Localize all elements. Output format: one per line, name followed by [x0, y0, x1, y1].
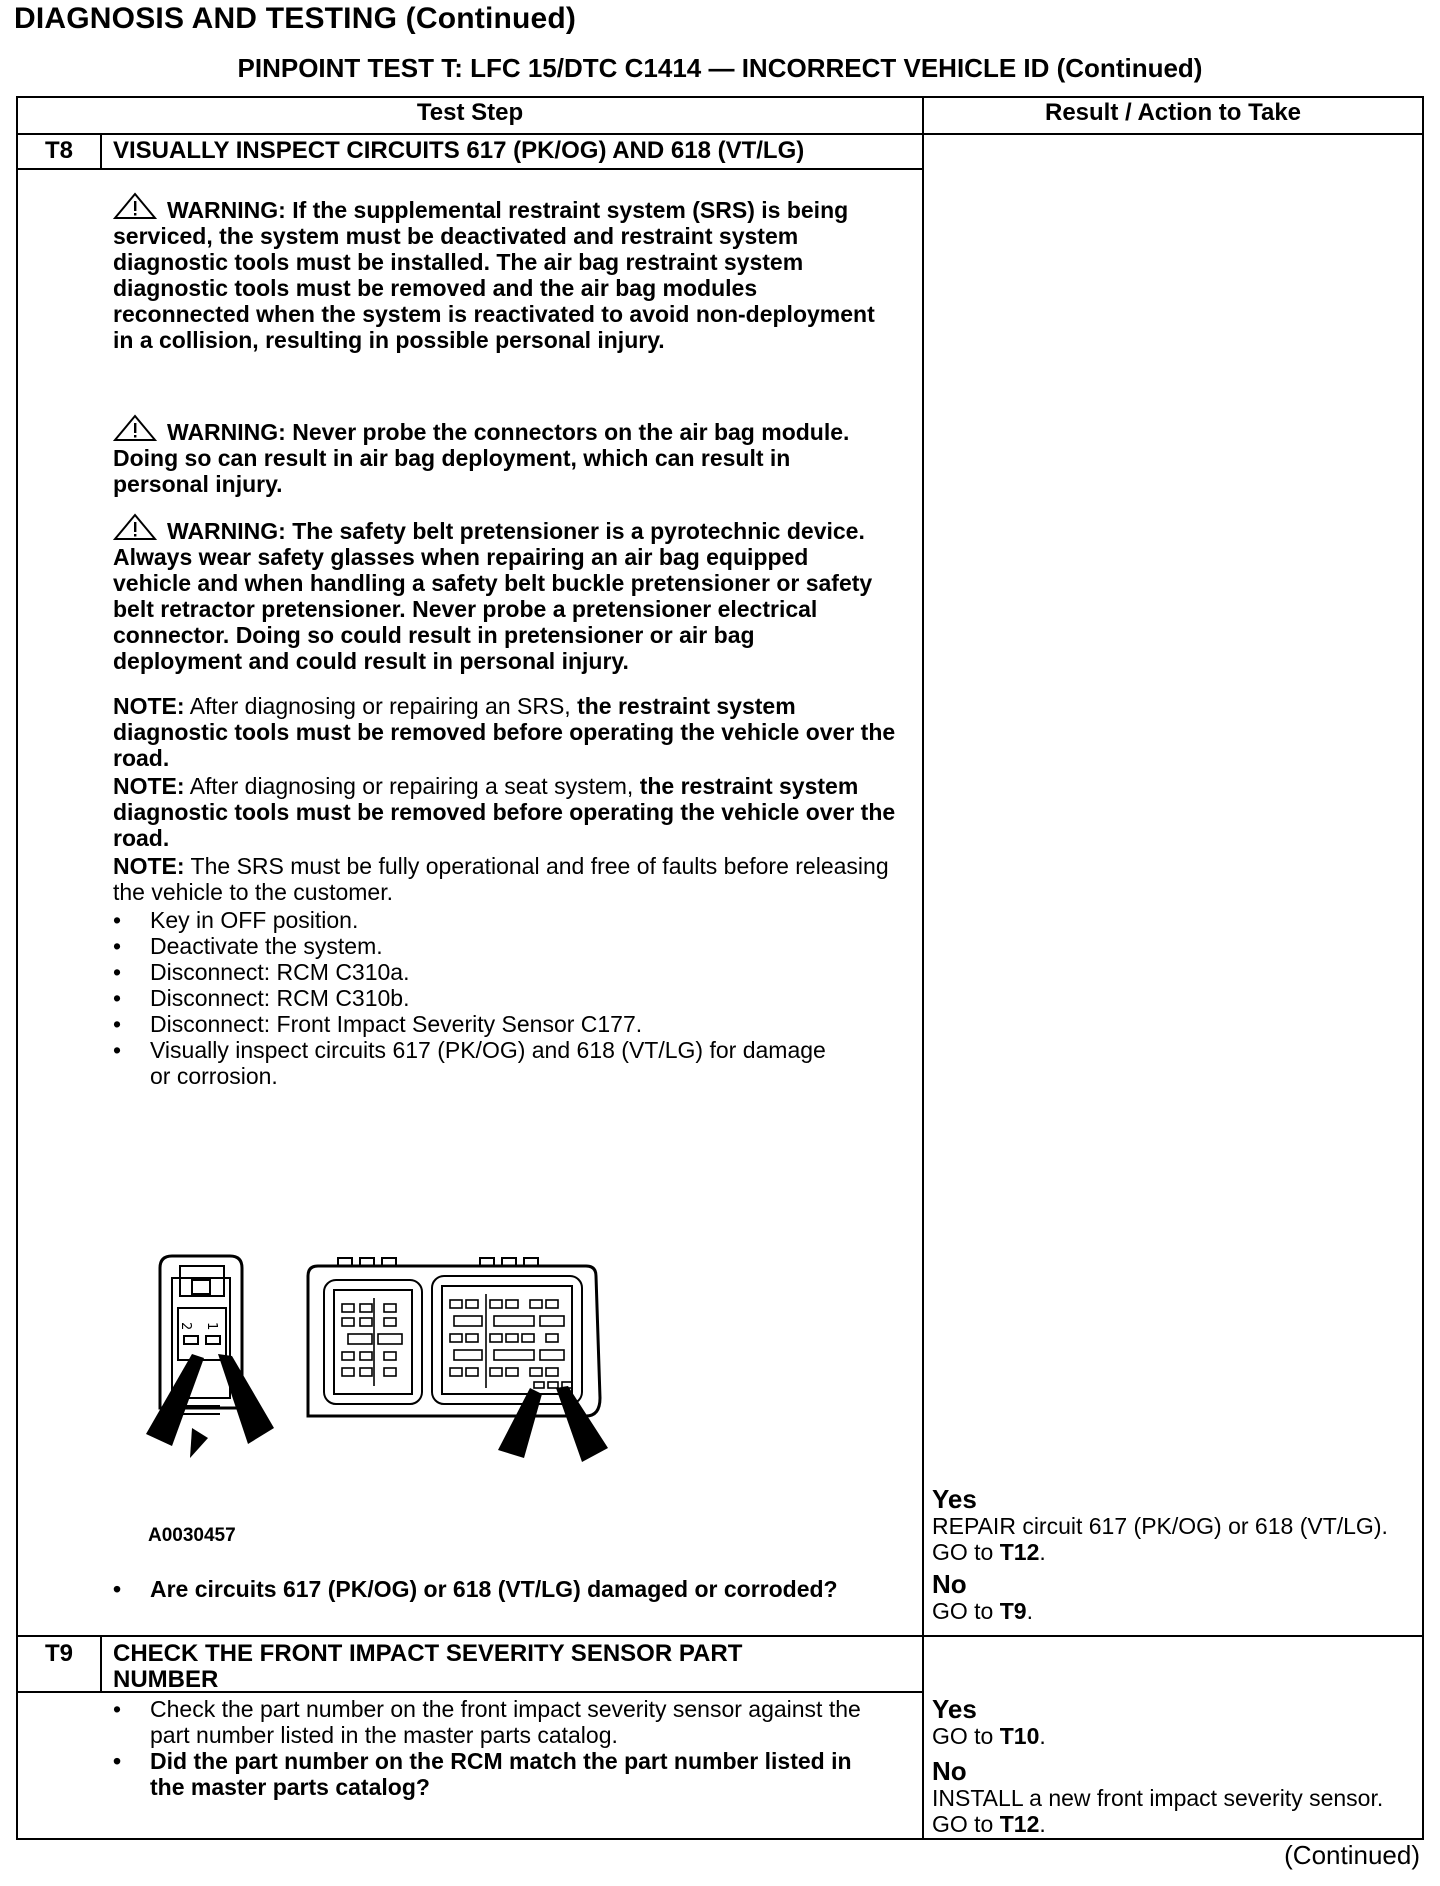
figure-id: A0030457: [148, 1525, 236, 1546]
yes-label: Yes: [932, 1484, 977, 1514]
continued-label: (Continued): [1284, 1840, 1420, 1870]
warning-triangle-icon: [113, 513, 157, 541]
list-item: • Deactivate the system.: [113, 933, 903, 959]
note-seat: [113, 773, 903, 851]
t9-result-no: No INSTALL a new front impact severity sensor. GO to T12.: [932, 1757, 1392, 1837]
row-divider: [18, 1635, 1422, 1637]
warning-text: WARNING: Never probe the connectors on the air bag module. Doing so can result in air bag deployment, which can result in personal injury.: [113, 419, 850, 497]
t9-step-title: CHECK THE FRONT IMPACT SEVERITY SENSOR PART NUMBER: [113, 1640, 743, 1693]
pinpoint-test-title: PINPOINT TEST T: LFC 15/DTC C1414 — INCORRECT VEHICLE ID (Continued): [237, 53, 1203, 83]
t9-id-divider: [100, 1636, 102, 1692]
warning-text: WARNING: The safety belt pretensioner is a pyrotechnic device. Always wear safety glasses when repairing an air bag equipped vehicle and when handling a safety belt buckle pretensioner or safety belt retractor pretensioner. Never probe a pretensioner electrical connector. Doing so could result in pretensioner or air bag deployment and could result in personal injury.: [113, 518, 873, 674]
t9-step-id: T9: [44, 1640, 73, 1667]
note-text: After diagnosing or repairing a seat system,: [189, 773, 634, 799]
no-label: No: [932, 1756, 967, 1786]
no-label: No: [932, 1569, 967, 1599]
note-text: The SRS must be fully operational and free of faults before releasing the vehicle to the customer.: [113, 853, 889, 905]
row-divider: [18, 133, 1422, 135]
list-item: • Visually inspect circuits 617 (PK/OG) and 618 (VT/LG) for damage or corrosion.: [113, 1037, 850, 1089]
list-item: • Disconnect: RCM C310a.: [113, 959, 903, 985]
note-label: NOTE:: [113, 853, 185, 879]
t8-title-underline: [18, 168, 923, 170]
no-target: T12: [999, 1811, 1040, 1837]
column-header-result: Result / Action to Take: [1044, 99, 1302, 126]
warning-triangle-icon: [113, 414, 157, 442]
list-item: • Disconnect: RCM C310b.: [113, 985, 903, 1011]
note-label: NOTE:: [113, 693, 185, 719]
t8-result-no: No GO to T9.: [932, 1570, 1392, 1624]
t8-step-title: VISUALLY INSPECT CIRCUITS 617 (PK/OG) AND 618 (VT/LG): [113, 137, 805, 164]
pin-label-1: 1: [204, 1322, 219, 1331]
note-text: After diagnosing or repairing an SRS,: [189, 693, 571, 719]
warning-text: WARNING: If the supplemental restraint system (SRS) is being serviced, the system must be deactivated and restraint system diagnostic tools must be installed. The air bag restraint system diagnostic tools must be removed and the air bag modules reconnected when the system is reactivated to avoid non-deployment in a collision, resulting in possible personal injury.: [113, 197, 875, 353]
note-emphasis: the restraint system diagnostic tools must be removed before operating the vehicle over the road.: [113, 773, 896, 851]
warning-pretensioner: [113, 513, 883, 674]
t9-step-list: [113, 1696, 873, 1800]
note-label: NOTE:: [113, 773, 185, 799]
t9-result-yes: Yes GO to T10.: [932, 1695, 1392, 1749]
t8-step-id: T8: [44, 137, 73, 164]
note-srs: [113, 693, 903, 771]
column-divider: [922, 98, 924, 1838]
list-item: • Check the part number on the front impact severity sensor against the part number listed in the master parts catalog.: [113, 1696, 873, 1748]
yes-label: Yes: [932, 1694, 977, 1724]
yes-action: REPAIR circuit 617 (PK/OG) or 618 (VT/LG). GO to: [932, 1513, 1388, 1565]
page-header: DIAGNOSIS AND TESTING (Continued): [14, 2, 577, 35]
yes-action: GO to: [932, 1723, 994, 1749]
pin-label-2: 2: [178, 1322, 193, 1331]
t8-question: [113, 1576, 873, 1602]
pinpoint-test-table: [16, 96, 1424, 1840]
warning-srs-service: [113, 192, 883, 353]
yes-target: T12: [999, 1539, 1040, 1565]
list-item: • Disconnect: Front Impact Severity Sensor C177.: [113, 1011, 903, 1037]
list-item: • Are circuits 617 (PK/OG) or 618 (VT/LG) damaged or corroded?: [113, 1576, 873, 1602]
list-item: • Did the part number on the RCM match the part number listed in the master parts catalog?: [113, 1748, 873, 1800]
t8-step-list: [113, 907, 903, 1089]
no-action: GO to: [932, 1598, 994, 1624]
note-emphasis: the restraint system diagnostic tools must be removed before operating the vehicle over the road.: [113, 693, 896, 771]
t8-id-divider: [100, 134, 102, 169]
no-action: INSTALL a new front impact severity sensor. GO to: [932, 1785, 1384, 1837]
arrow-rcm-pin-a: [498, 1388, 542, 1458]
warning-triangle-icon: [113, 192, 157, 220]
note-operational: [113, 853, 903, 905]
list-item: • Key in OFF position.: [113, 907, 903, 933]
column-header-test-step: Test Step: [416, 99, 524, 126]
t8-notes: [113, 693, 903, 1089]
connector-illustration: [138, 1248, 758, 1488]
no-target: T9: [999, 1598, 1027, 1624]
warning-airbag-probe: [113, 414, 883, 497]
yes-target: T10: [999, 1723, 1040, 1749]
t8-result-yes: Yes REPAIR circuit 617 (PK/OG) or 618 (VT/LG). GO to T12.: [932, 1485, 1392, 1565]
